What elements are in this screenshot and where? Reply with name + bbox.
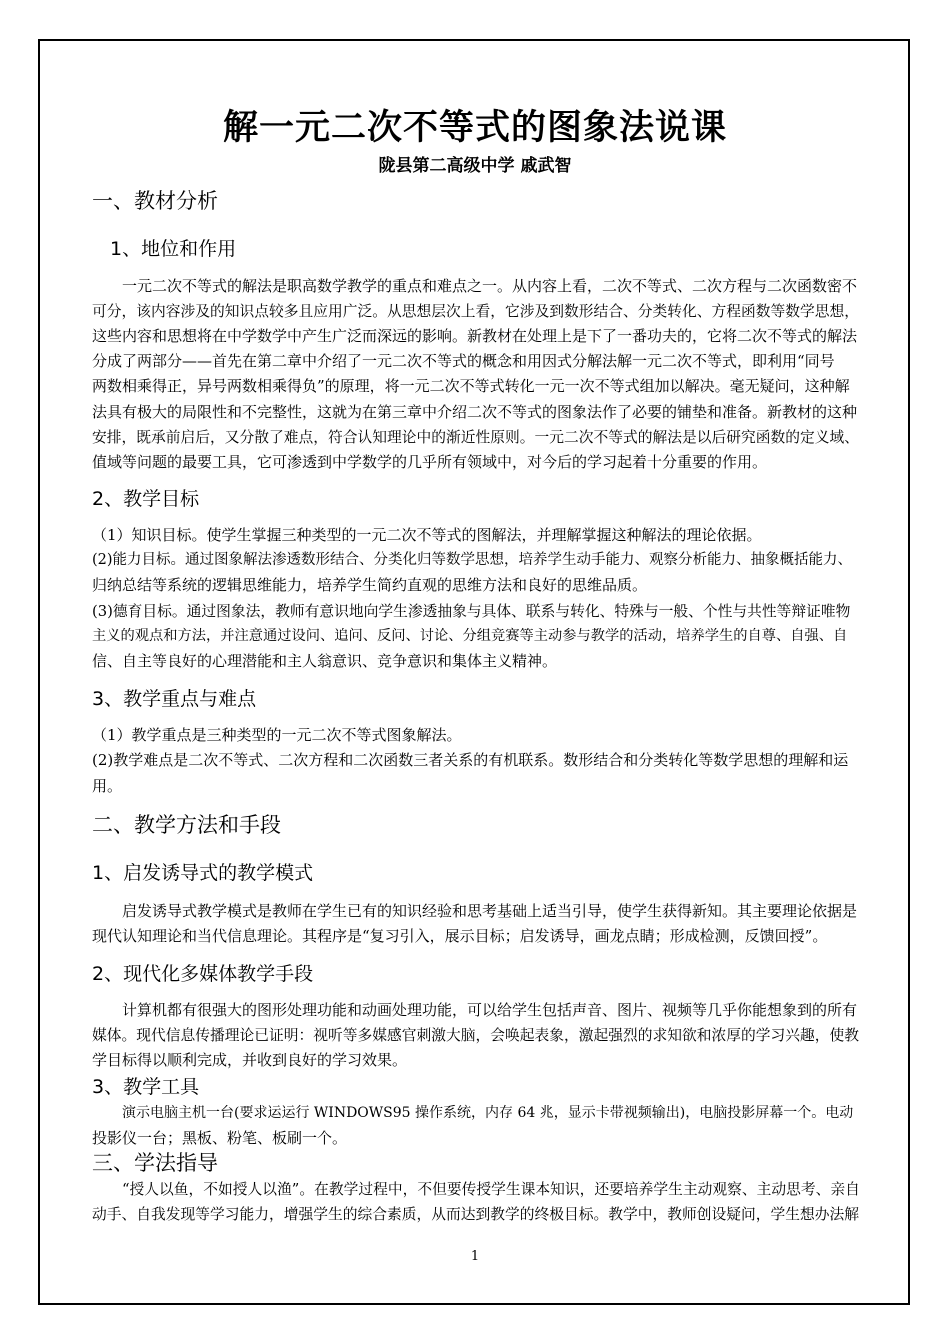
paragraph-line: 可分，该内容涉及的知识点较多且应用广泛。从思想层次上看，它涉及到数形结合、分类转化、方程函数等数学思想， [92, 303, 859, 320]
paragraph-line: 用。 [92, 777, 123, 795]
paragraph-line: 计算机都有很强大的图形处理功能和动画处理功能，可以给学生包括声音、图片、视频等几乎你能想象到的所有 [122, 1001, 858, 1019]
document-title: 解一元二次不等式的图象法说课 [222, 108, 727, 148]
section-heading-1: 一、教材分析 [92, 189, 218, 213]
paragraph-line: (3)德育目标。通过图象法，教师有意识地向学生渗透抽象与具体、联系与转化、特殊与一般、个性与共性等辩证唯物 [92, 603, 851, 620]
paragraph-line: 两数相乘得正，异号两数相乘得负”的原理，将一元二次不等式转化一元一次不等式组加以解决。毫无疑问，这种解 [92, 377, 850, 395]
paragraph-line: 启发诱导式教学模式是教师在学生已有的知识经验和思考基础上适当引导，使学生获得新知。其主要理论依据是 [122, 902, 858, 920]
subsection-heading-2-2: 2、现代化多媒体教学手段 [92, 963, 314, 985]
paragraph-line: (2)教学难点是二次不等式、二次方程和二次函数三者关系的有机联系。数形结合和分类转化等数学思想的理解和运 [92, 751, 849, 769]
paragraph-line: 归纳总结等系统的逻辑思维能力，培养学生简约直观的思维方法和良好的思维品质。 [92, 576, 648, 594]
paragraph-line: 媒体。现代信息传播理论已证明：视听等多媒感官刺激大脑，会唤起表象，激起强烈的求知欲和浓厚的学习兴趣，使教 [92, 1027, 859, 1044]
page-number: 1 [470, 1249, 480, 1264]
subsection-heading-2-3: 3、教学工具 [92, 1076, 200, 1098]
paragraph-line: 主义的观点和方法，并注意通过设问、追问、反问、讨论、分组竞赛等主动参与教学的活动，培养学生的自尊、自强、自 [92, 628, 848, 644]
paragraph-line: 分成了两部分——首先在第二章中介绍了一元二次不等式的概念和用因式分解法解一元二次不等式，即利用“同号 [92, 352, 835, 370]
paragraph-line: （1）知识目标。使学生掌握三种类型的一元二次不等式的图解法，并理解掌握这种解法的理论依据。 [92, 526, 762, 544]
paragraph-line: “授人以鱼，不如授人以渔”。在教学过程中，不但要传授学生课本知识，还要培养学生主动观察、主动思考、亲自 [122, 1181, 860, 1198]
paragraph-line: 法具有极大的局限性和不完整性，这就为在第三章中介绍二次不等式的图象法作了必要的铺垫和准备。新教材的这种 [92, 403, 858, 421]
paragraph-line: 动手、自我发现等学习能力，增强学生的综合素质，从而达到教学的终极目标。教学中，教师创设疑问，学生想办法解 [92, 1206, 859, 1223]
paragraph-line: 安排，既承前启后，又分散了难点，符合认知理论中的渐近性原则。一元二次不等式的解法是以后研究函数的定义域、 [92, 429, 859, 446]
subsection-heading-1-2: 2、教学目标 [92, 488, 200, 510]
paragraph-line: 投影仪一台；黑板、粉笔、板刷一个。 [92, 1129, 348, 1147]
subsection-heading-1-3: 3、教学重点与难点 [92, 688, 257, 710]
subsection-heading-2-1: 1、启发诱导式的教学模式 [92, 862, 314, 884]
paragraph-line: 信、自主等良好的心理潜能和主人翁意识、竞争意识和集体主义精神。 [92, 652, 558, 670]
paragraph-line: (2)能力目标。通过图象解法渗透数形结合、分类化归等数学思想，培养学生动手能力、观察分析能力、抽象概括能力、 [92, 552, 853, 568]
author-line: 陇县第二高级中学 戚武智 [378, 156, 572, 176]
paragraph-line: 演示电脑主机一台(要求运运行 WINDOWS95 操作系统，内存 64 兆，显示卡带视频输出)，电脑投影屏幕一个。电动 [122, 1105, 854, 1121]
subsection-heading-1-1: 1、地位和作用 [110, 238, 237, 260]
paragraph-line: （1）教学重点是三种类型的一元二次不等式图象解法。 [92, 726, 462, 744]
paragraph-line: 值域等问题的最要工具，它可渗透到中学数学的几乎所有领域中，对今后的学习起着十分重要的作用。 [92, 453, 768, 471]
section-heading-3: 三、学法指导 [92, 1151, 218, 1175]
paragraph-line: 这些内容和思想将在中学数学中产生广泛而深远的影响。新教材在处理上是下了一番功夫的，它将二次不等式的解法 [92, 327, 858, 345]
section-heading-2: 二、教学方法和手段 [92, 813, 281, 837]
paragraph-line: 现代认知理论和当代信息理论。其程序是“复习引入，展示目标；启发诱导，画龙点睛；形成检测，反馈回授”。 [92, 927, 828, 945]
paragraph-line: 一元二次不等式的解法是职高数学教学的重点和难点之一。从内容上看，二次不等式、二次方程与二次函数密不 [122, 277, 858, 295]
paragraph-line: 学目标得以顺利完成，并收到良好的学习效果。 [92, 1051, 408, 1069]
